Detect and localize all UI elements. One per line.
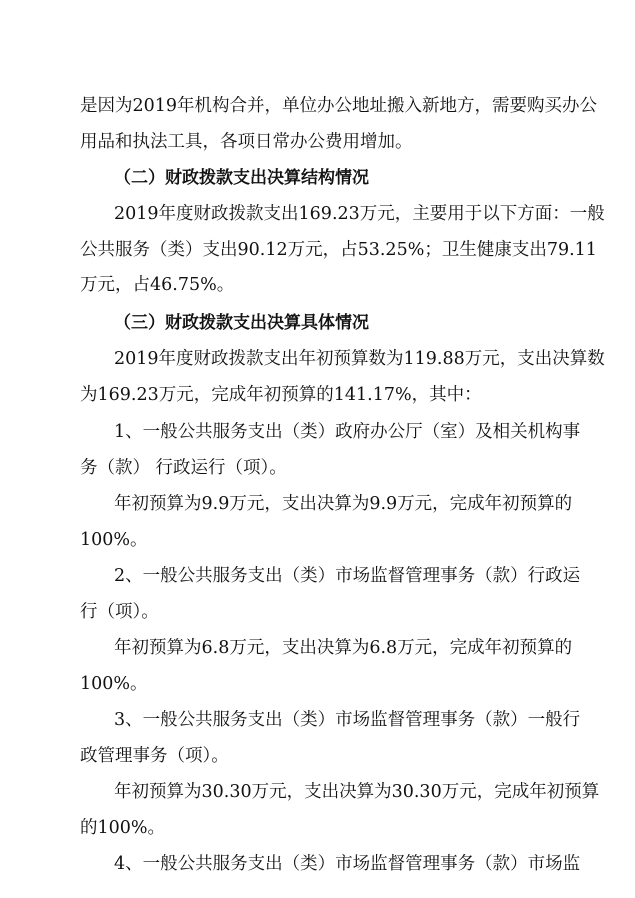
section-heading: （二）财政拨款支出决算结构情况 [114,168,369,188]
paragraph-line: 是因为2019年机构合并，单位办公地址搬入新地方，需要购买办公 [80,96,598,116]
paragraph-line: 1、一般公共服务支出（类）政府办公厅（室）及相关机构事 [114,422,581,442]
paragraph-line: 公共服务（类）支出90.12万元，占53.25%；卫生健康支出79.11 [80,240,597,260]
section-heading: （三）财政拨款支出决算具体情况 [114,313,369,333]
paragraph-line: 行（项）。 [80,602,159,622]
paragraph-line: 的100%。 [80,818,166,838]
paragraph-line: 务（款） 行政运行（项）。 [80,458,287,478]
paragraph-line: 100%。 [80,674,148,694]
paragraph-line: 万元，占46.75%。 [80,275,235,295]
paragraph-line: 2019年度财政拨款支出年初预算数为119.88万元，支出决算数 [114,349,605,369]
paragraph-line: 年初预算为30.30万元，支出决算为30.30万元，完成年初预算 [114,782,600,802]
paragraph-line: 3、一般公共服务支出（类）市场监督管理事务（款）一般行 [114,710,581,730]
paragraph-line: 2、一般公共服务支出（类）市场监督管理事务（款）行政运 [114,566,581,586]
paragraph-line: 为169.23万元，完成年初预算的141.17%，其中： [80,385,482,405]
paragraph-line: 政管理事务（项）。 [80,746,229,766]
paragraph-line: 2019年度财政拨款支出169.23万元，主要用于以下方面：一般 [114,204,605,224]
paragraph-line: 用品和执法工具，各项日常办公费用增加。 [80,132,413,152]
paragraph-line: 年初预算为6.8万元，支出决算为6.8万元，完成年初预算的 [114,638,573,658]
paragraph-line: 100%。 [80,530,148,550]
paragraph-line: 4、一般公共服务支出（类）市场监督管理事务（款）市场监 [114,854,581,874]
paragraph-line: 年初预算为9.9万元，支出决算为9.9万元，完成年初预算的 [114,494,573,514]
